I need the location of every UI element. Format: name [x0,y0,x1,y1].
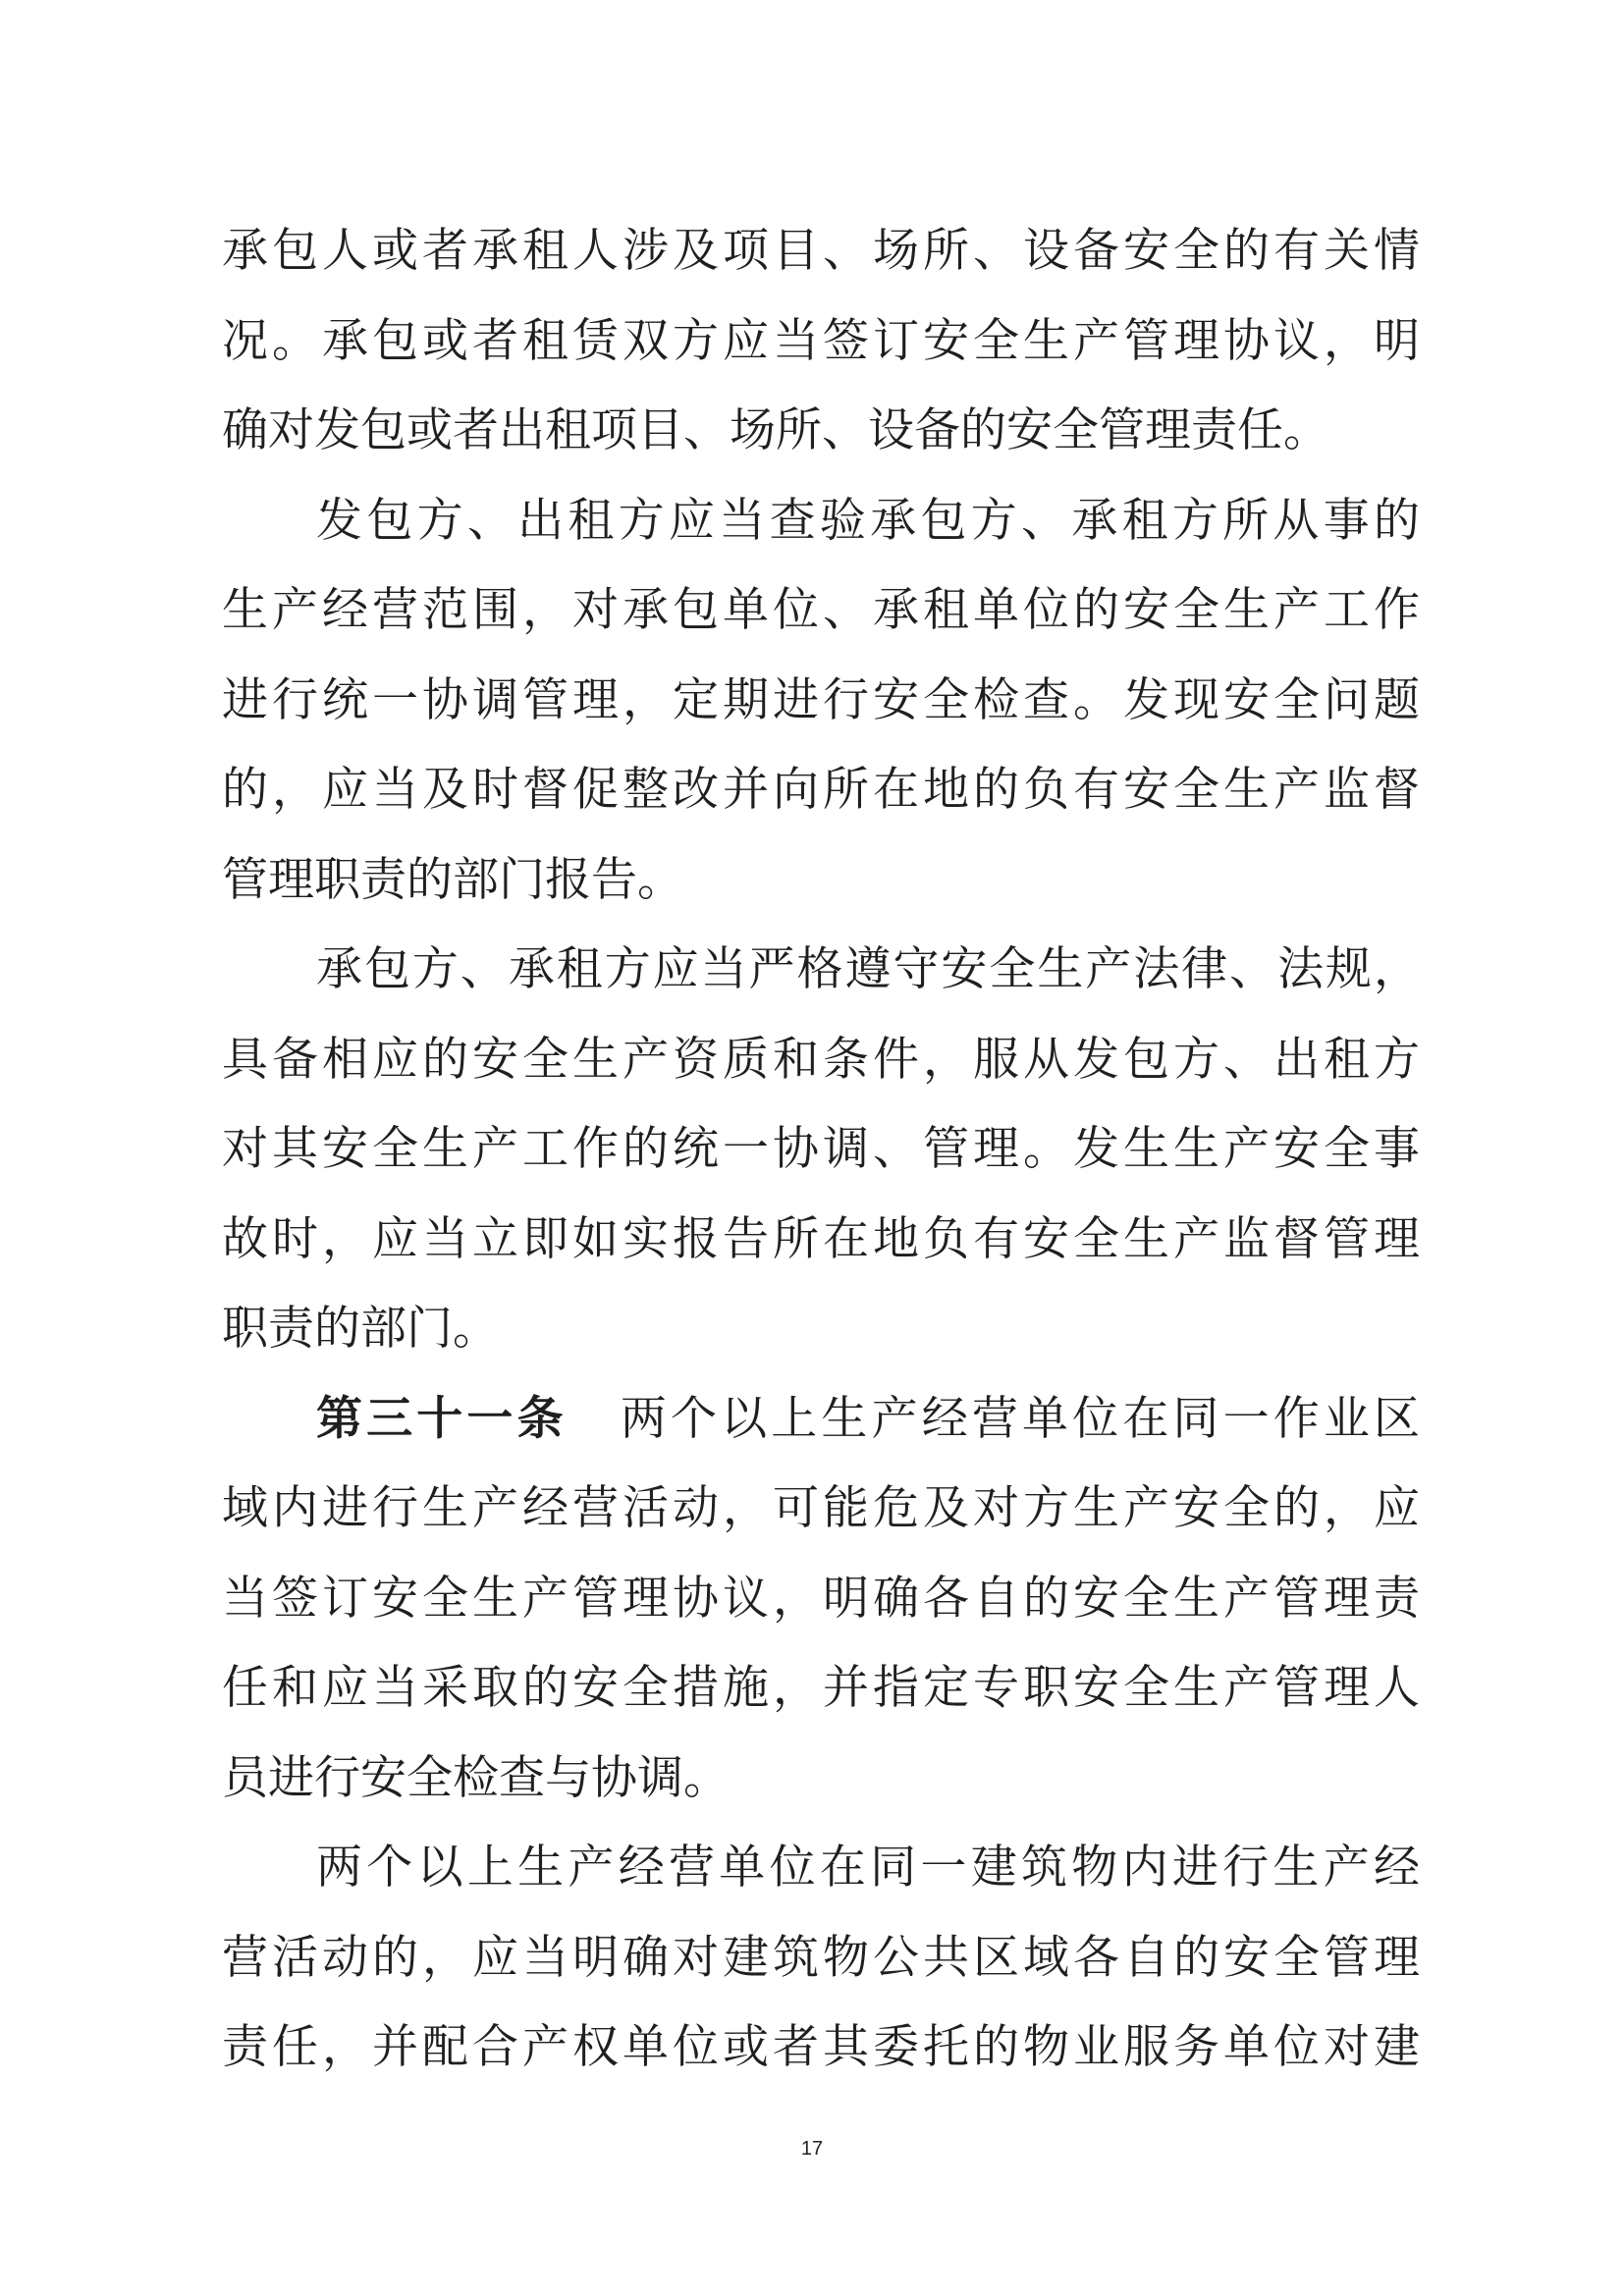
text-line: 的，应当及时督促整改并向所在地的负有安全生产监督 [222,763,1420,817]
paragraph [222,206,1420,476]
text-line: 任和应当采取的安全措施，并指定专职安全生产管理人 [222,1661,1420,1715]
paragraph [222,1823,1420,2093]
text-line: 进行统一协调管理，定期进行安全检查。发现安全问题 [222,672,1420,727]
text-line: 职责的部门。 [222,1302,499,1356]
page-number: 17 [800,2138,824,2160]
article-31 [222,1374,1420,1824]
text-line: 管理职责的部门报告。 [222,852,683,907]
text-line: 承包方、承租方应当严格遵守安全生产法律、法规， [316,942,1420,996]
text-line: 两个以上生产经营单位在同一建筑物内进行生产经 [316,1841,1420,1895]
text-line: 具备相应的安全生产资质和条件，服从发包方、出租方 [222,1032,1420,1087]
text-line: 员进行安全检查与协调。 [222,1750,730,1805]
text-line: 对其安全生产工作的统一协调、管理。发生生产安全事 [222,1122,1420,1176]
text-line: 生产经营范围，对承包单位、承租单位的安全生产工作 [222,583,1420,637]
text-line: 发包方、出租方应当查验承包方、承租方所从事的 [316,493,1420,548]
paragraph [222,925,1420,1374]
paragraph [222,476,1420,926]
text-line: 况。承包或者租赁双方应当签订安全生产管理协议，明 [222,313,1420,368]
text-line: 承包人或者承租人涉及项目、场所、设备安全的有关情 [222,224,1420,278]
text-line: 当签订安全生产管理协议，明确各自的安全生产管理责 [222,1571,1420,1626]
text-line: 域内进行生产经营活动，可能危及对方生产安全的，应 [222,1481,1420,1535]
text-line: 故时，应当立即如实报告所在地负有安全生产监督管理 [222,1211,1420,1266]
text-line: 责任，并配合产权单位或者其委托的物业服务单位对建 [222,2020,1420,2074]
article-text: 两个以上生产经营单位在同一作业区 [616,1391,1421,1446]
text-line: 营活动的，应当明确对建筑物公共区域各自的安全管理 [222,1930,1420,1985]
text-line: 确对发包或者出租项目、场所、设备的安全管理责任。 [222,403,1329,457]
text-line [222,1374,1420,1465]
document-page [222,206,1420,2093]
article-number: 第三十一条 [316,1391,568,1446]
